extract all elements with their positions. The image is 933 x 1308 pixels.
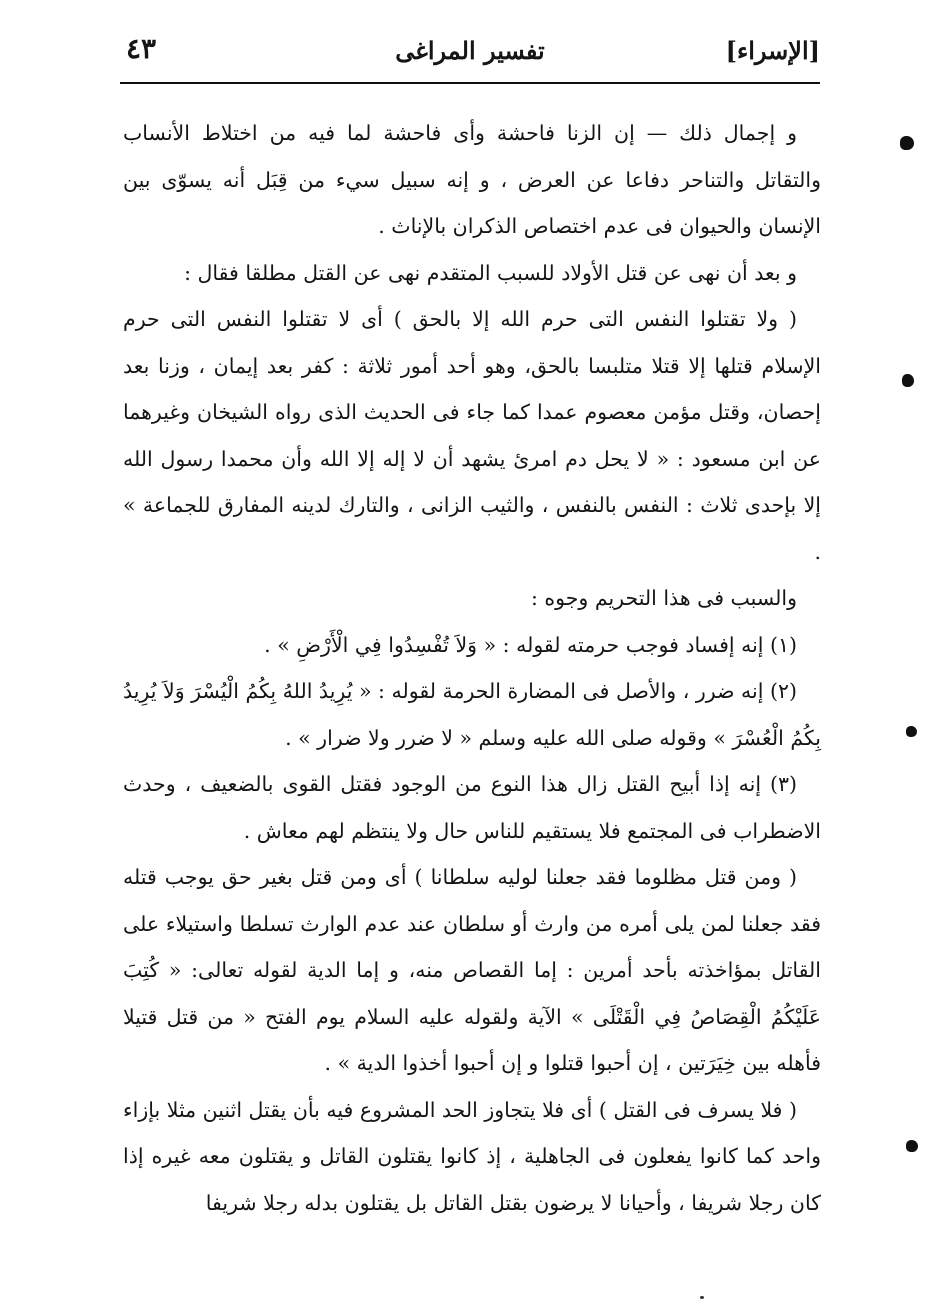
- page-header: [120, 28, 820, 76]
- ink-speck: [700, 1296, 704, 1299]
- paragraph-transition: و بعد أن نهى عن قتل الأولاد للسبب المتقدم نهى عن القتل مطلقا فقال :: [184, 260, 797, 285]
- paragraph-reason-3: (٣) إنه إذا أبيح القتل زال هذا النوع من الوجود فقتل القوى بالضعيف ، وحدث الاضطراب فى المجتمع فلا يستقيم للناس حال ولا ينتظم لهم معاش .: [123, 772, 821, 843]
- header-rule: [120, 82, 820, 84]
- book-title: تفسير المراغى: [395, 36, 545, 65]
- margin-ink-mark: [906, 726, 917, 737]
- paragraph-verse-no-killing: ( ولا تقتلوا النفس التى حرم الله إلا بالحق ) أى لا تقتلوا النفس التى حرم الإسلام قتلها إلا قتلا متلبسا بالحق، وهو أحد أمور ثلاثة : كفر بعد إيمان ، وزنا بعد إحصان، وقتل مؤمن معصوم عمدا كما جاء فى الحديث الذى رواه الشيخان وغيرهما عن ابن مسعود : « لا يحل دم امرئ يشهد أن لا إله إلا الله وأن محمدا رسول الله إلا بإحدى ثلاث : النفس بالنفس ، والثيب الزانى ، والتارك لدينه المفارق للجماعة » .: [123, 307, 821, 564]
- body-text: [123, 110, 821, 1226]
- paragraph-reason-1: (١) إنه إفساد فوجب حرمته لقوله : « وَلاَ تُفْسِدُوا فِي الْأَرْضِ » .: [264, 632, 797, 657]
- margin-ink-mark: [906, 1140, 918, 1152]
- paragraph-verse-no-excess: ( فلا يسرف فى القتل ) أى فلا يتجاوز الحد المشروع فيه بأن يقتل اثنين مثلا بإزاء واحد كما كانوا يفعلون فى الجاهلية ، إذ كانوا يقتلون القاتل و يقتلون معه غيره إذا كان رجلا شريفا ، وأحيانا لا يرضون بقتل القاتل بل يقتلون بدله رجلا شريفا: [123, 1097, 821, 1215]
- paragraph-reasons-intro: والسبب فى هذا التحريم وجوه :: [530, 586, 797, 610]
- margin-ink-mark: [902, 374, 914, 387]
- margin-ink-mark: [900, 136, 914, 150]
- paragraph-summary: و إجمال ذلك — إن الزنا فاحشة وأى فاحشة لما فيه من اختلاط الأنساب والتقاتل والتناحر دفاعا عن العرض ، و إنه سبيل سيء من قِبَل أنه يسوّى بين الإنسان والحيوان فى عدم اختصاص الذكران بالإناث .: [123, 121, 821, 238]
- page-number: ٤٣: [126, 32, 157, 65]
- paragraph-reason-2: (٢) إنه ضرر ، والأصل فى المضارة الحرمة لقوله : « يُرِيدُ اللهُ بِكُمُ الْيُسْرَ وَلاَ يُرِيدُ بِكُمُ الْعُسْرَ » وقوله صلى الله عليه وسلم « لا ضرر ولا ضرار » .: [123, 679, 821, 750]
- surah-name: [الإسراء]: [725, 36, 820, 65]
- paragraph-verse-wronged: ( ومن قتل مظلوما فقد جعلنا لوليه سلطانا ) أى ومن قتل بغير حق يوجب قتله فقد جعلنا لمن يلى أمره من وارث أو سلطان عند عدم الوارث تسلطا واستيلاء على القاتل بمؤاخذته بأحد أمرين : إما القصاص منه، و إما الدية لقوله تعالى: « كُتِبَ عَلَيْكُمُ الْقِصَاصُ فِي الْقَتْلَى » الآية ولقوله عليه السلام يوم الفتح « من قتل قتيلا فأهله بين خِيَرَتين ، إن أحبوا قتلوا و إن أحبوا أخذوا الدية » .: [123, 865, 821, 1075]
